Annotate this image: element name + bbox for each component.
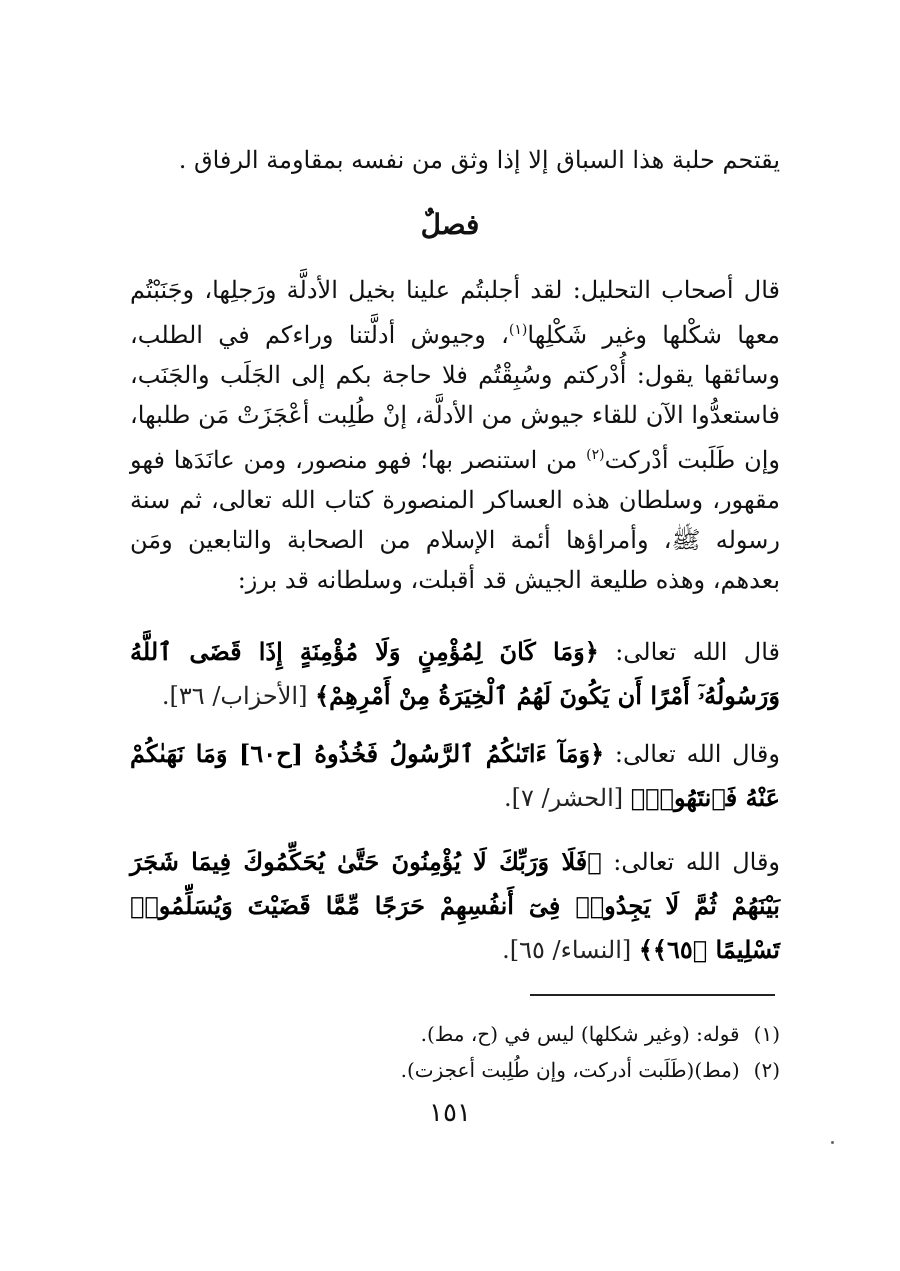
paragraph-text-1: قال أصحاب التحليل: لقد أجلبتُم علينا بخيل الأدلَّة ورَجلِها، وجَنَبْتُم معها شكْلها وغير شَكْلِها (130, 276, 781, 349)
quote-intro: قال الله تعالى: (598, 638, 780, 666)
quran-quote-1 (130, 630, 780, 718)
quran-quote-2 (130, 732, 780, 820)
footnotes (130, 1016, 780, 1088)
footnote-ref-1[interactable]: (١) (508, 322, 528, 338)
footnote-divider (530, 994, 775, 996)
quran-quote-3 (130, 840, 780, 972)
verse-reference: [الحشر/ ٧]. (504, 784, 631, 812)
quran-verse: ﴿فَلَا وَرَبِّكَ لَا يُؤْمِنُونَ حَتَّىٰ يُحَكِّمُوكَ فِيمَا شَجَرَ بَيْنَهُمْ ثُمَّ لَا يَجِدُوا۟ فِىٓ أَنفُسِهِمْ حَرَجًا مِّمَّا قَضَيْتَ وَيُسَلِّمُوا۟ تَسْلِيمًا ﴿٦٥﴾﴾ (130, 847, 780, 964)
continuation-line: يقتحم حلبة هذا السباق إلا إذا وثق من نفسه بمقاومة الرفاق . (178, 146, 780, 174)
scan-speck (831, 1141, 834, 1144)
section-heading: فصلٌ (420, 208, 480, 241)
body-paragraph (130, 270, 780, 600)
footnote-marker: (١) (753, 1022, 780, 1046)
paragraph-text-2: ، وجيوش أدلَّتنا وراءكم في الطلب، وسائقها يقول: أُدْركتم وسُبِقْتُم فلا حاجة بكم إلى الجَلَب والجَنَب، فاستعدُّوا الآن للقاء جيوش من الأدلَّة، إنْ طُلِبت أعْجَزَتْ مَن طلبها، وإن طَلَبت أدْركت (130, 321, 781, 474)
quote-intro: وقال الله تعالى: (604, 740, 780, 768)
quran-verse: ﴿وَمَآ ءَاتَىٰكُمُ ٱلرَّسُولُ فَخُذُوهُ [ح٦٠] وَمَا نَهَىٰكُمْ عَنْهُ فَٱنتَهُوا۟﴾ (130, 739, 780, 812)
footnote-ref-2[interactable]: (٢) (586, 447, 605, 463)
footnote-1 (130, 1016, 780, 1052)
paragraph-text-3: من استنصر بها؛ فهو منصور، ومن عانَدَها فهو مقهور، وسلطان هذه العساكر المنصورة كتاب الله تعالى، ثم سنة رسوله ﷺ، وأمراؤها أئمة الإسلام من الصحابة والتابعين ومَن بعدهم، وهذه طليعة الجيش قد أقبلت، وسلطانه قد برز: (130, 446, 780, 594)
page-number: ١٥١ (429, 1098, 471, 1128)
footnote-text: (مط)(طَلَبت أدركت، وإن طُلِبت أعجزت). (400, 1058, 740, 1082)
footnote-marker: (٢) (753, 1058, 780, 1082)
footnote-text: قوله: (وغير شكلها) ليس في (ح، مط). (420, 1022, 740, 1046)
verse-reference: [الأحزاب/ ٣٦]. (161, 682, 316, 710)
verse-reference: [النساء/ ٦٥]. (502, 936, 639, 964)
footnote-2 (130, 1052, 780, 1088)
quran-verse: ﴿وَمَا كَانَ لِمُؤْمِنٍ وَلَا مُؤْمِنَةٍ إِذَا قَضَى ٱللَّهُ وَرَسُولُهُۥٓ أَمْرًا أَن يَكُونَ لَهُمُ ٱلْخِيَرَةُ مِنْ أَمْرِهِمْ﴾ (130, 637, 780, 710)
quote-intro: وقال الله تعالى: (601, 848, 781, 876)
